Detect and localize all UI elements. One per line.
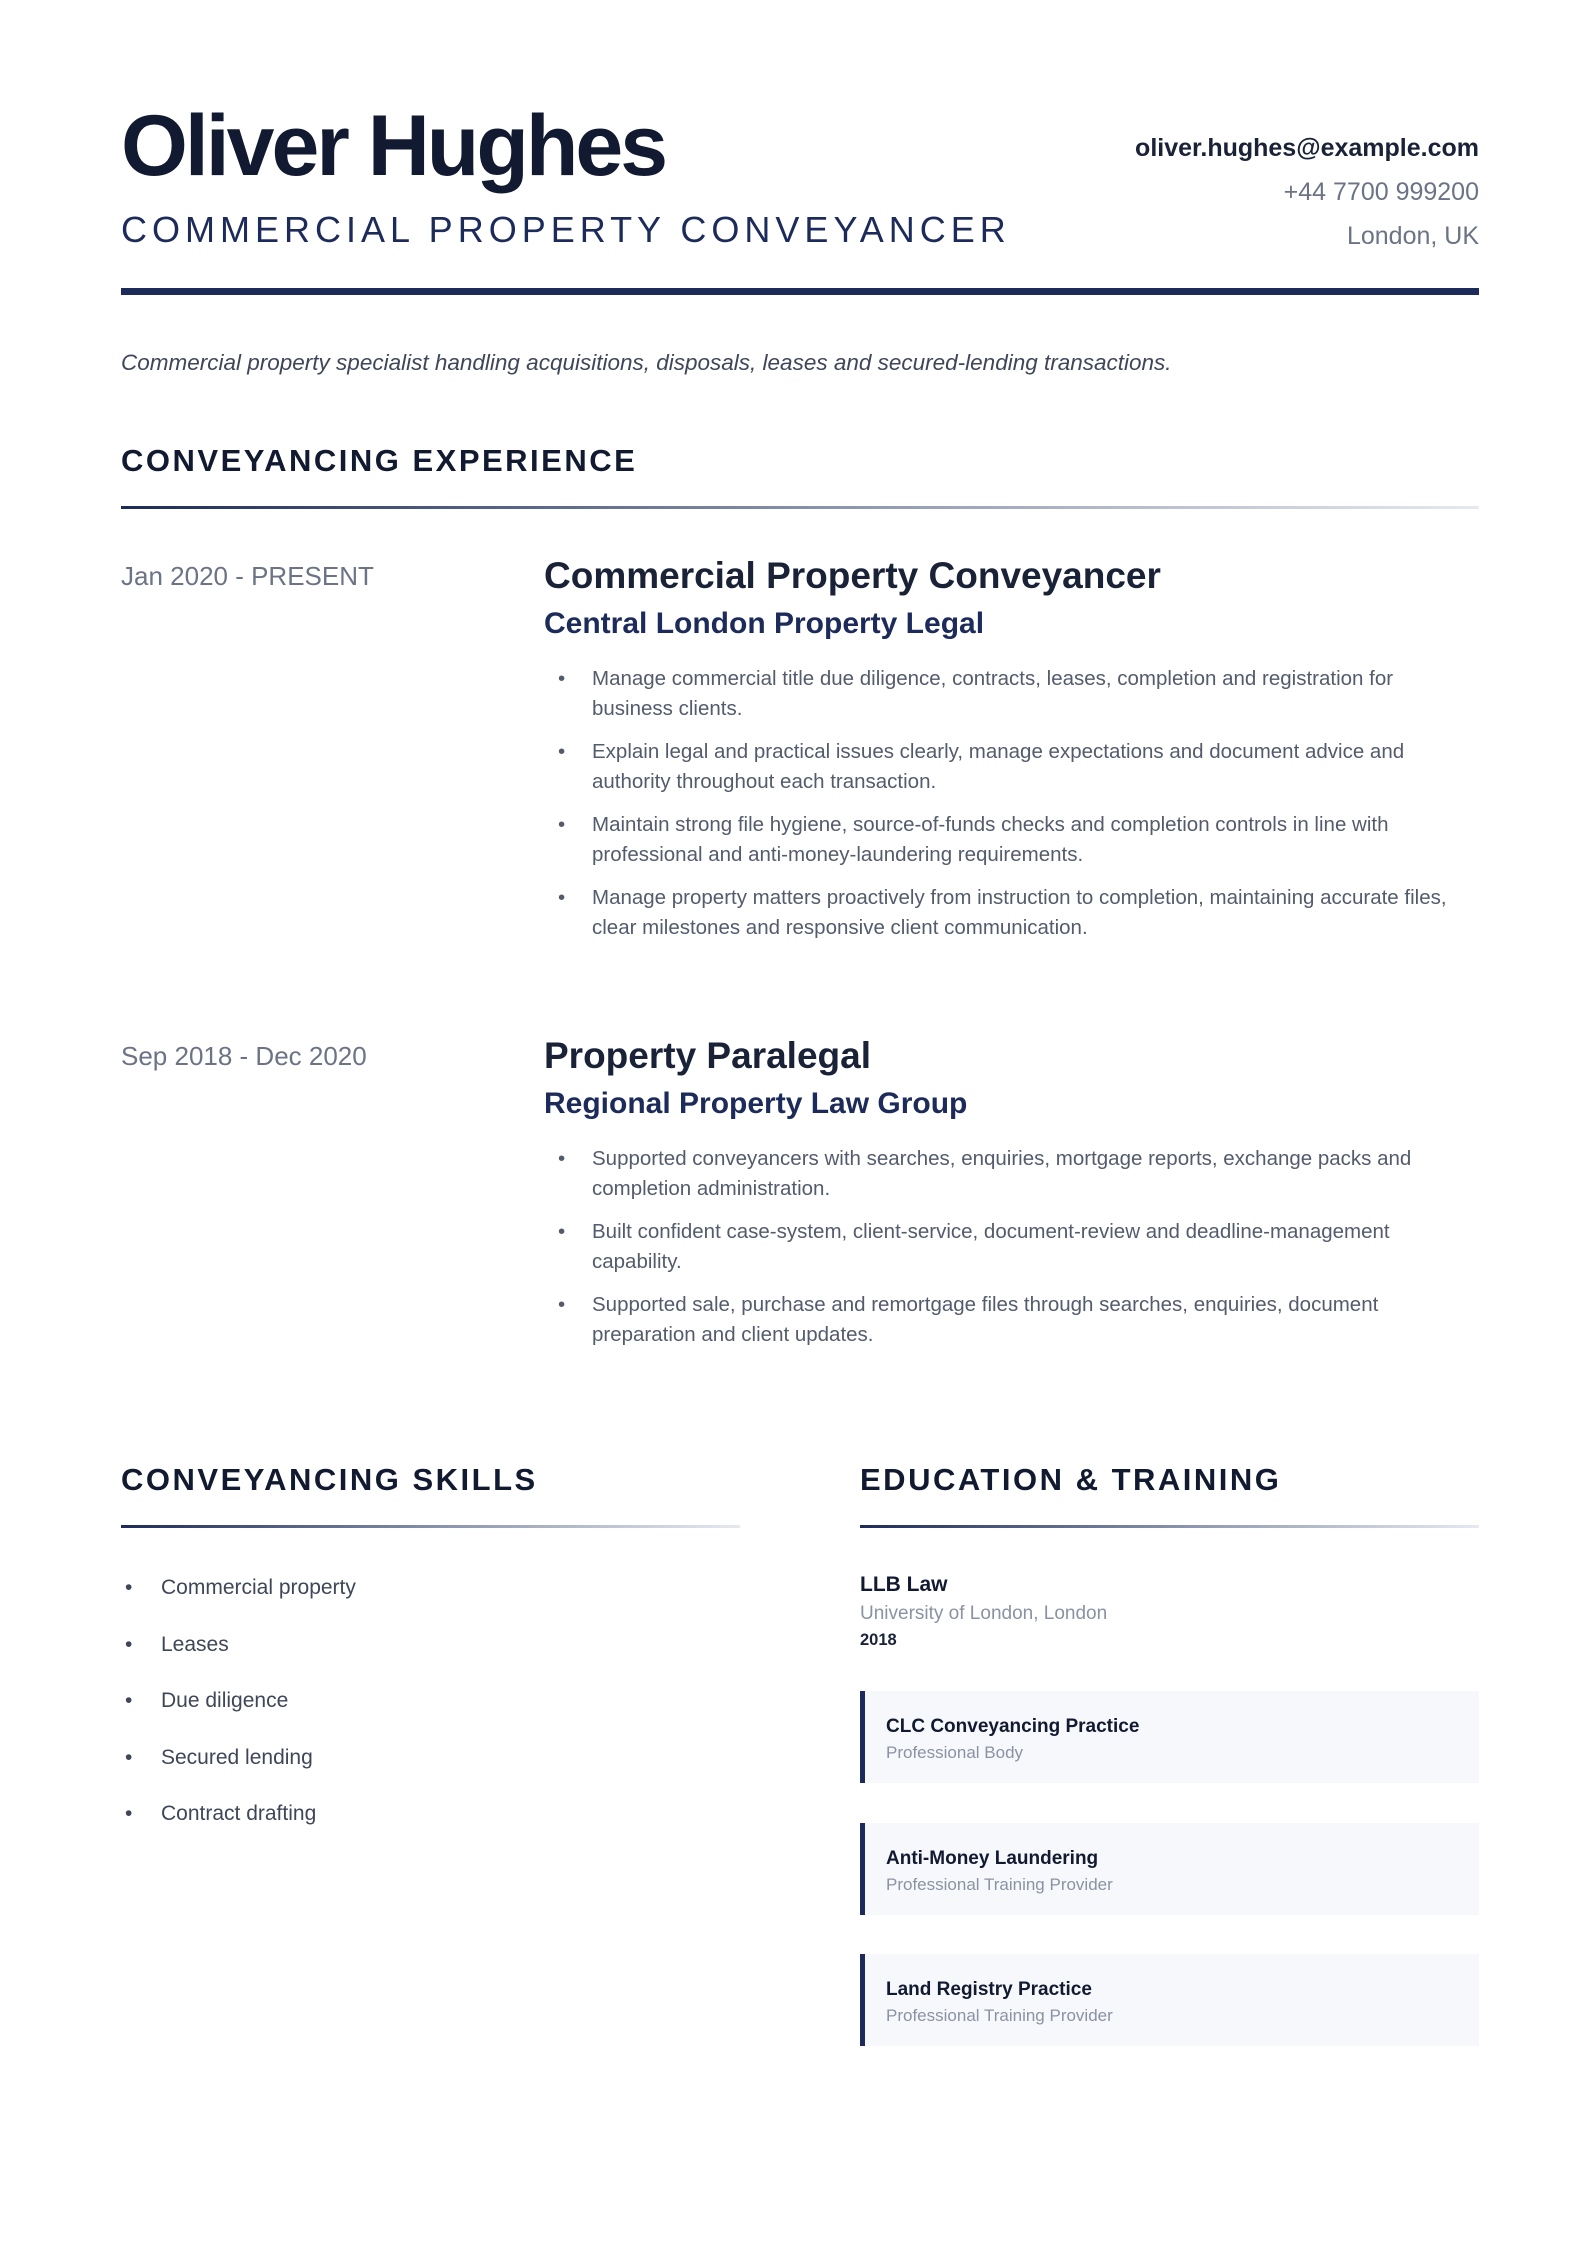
job-title: Commercial Property Conveyancer bbox=[544, 555, 1161, 596]
certification-card bbox=[860, 1823, 1479, 1915]
job-bullet: • Manage commercial title due diligence, contracts, leases, completion and registration for business clients. bbox=[544, 664, 1479, 724]
skills-divider bbox=[121, 1525, 740, 1528]
header-divider bbox=[121, 288, 1479, 295]
candidate-name: Oliver Hughes bbox=[121, 98, 666, 194]
degree-institution: University of London, London bbox=[860, 1603, 1108, 1624]
contact-phone: +44 7700 999200 bbox=[1283, 178, 1479, 206]
experience-heading: CONVEYANCING EXPERIENCE bbox=[121, 443, 638, 478]
certification-name: Land Registry Practice bbox=[886, 1979, 1092, 2000]
contact-email[interactable]: oliver.hughes@example.com bbox=[1135, 134, 1479, 162]
certification-card bbox=[860, 1954, 1479, 2046]
skill-item: • Secured lending bbox=[121, 1738, 356, 1795]
job-bullet: • Explain legal and practical issues clearly, manage expectations and document advice and authority throughout each transaction. bbox=[544, 737, 1479, 797]
resume-page bbox=[121, 0, 1479, 2246]
education-heading: EDUCATION & TRAINING bbox=[860, 1462, 1282, 1497]
certification-issuer: Professional Body bbox=[886, 1743, 1024, 1762]
job-bullet: • Maintain strong file hygiene, source-of-funds checks and completion controls in line with professional and anti-money-laundering requirements. bbox=[544, 810, 1479, 870]
education-divider bbox=[860, 1525, 1479, 1528]
certification-issuer: Professional Training Provider bbox=[886, 1875, 1113, 1894]
profile-summary: Commercial property specialist handling acquisitions, disposals, leases and secured-lending transactions. bbox=[121, 350, 1172, 375]
job-bullet: • Built confident case-system, client-service, document-review and deadline-management capability. bbox=[544, 1217, 1479, 1277]
certification-name: Anti-Money Laundering bbox=[886, 1848, 1099, 1869]
degree-year: 2018 bbox=[860, 1631, 897, 1649]
certification-issuer: Professional Training Provider bbox=[886, 2006, 1113, 2025]
degree-entry bbox=[860, 1569, 1479, 1653]
skill-item: • Due diligence bbox=[121, 1681, 356, 1738]
skill-item: • Commercial property bbox=[121, 1568, 356, 1625]
resume-header bbox=[121, 96, 1479, 296]
skills-list bbox=[121, 1568, 356, 1851]
certification-card bbox=[860, 1691, 1479, 1783]
job-bullets bbox=[544, 664, 1479, 956]
job-date: Sep 2018 - Dec 2020 bbox=[121, 1041, 367, 1071]
job-bullet: • Manage property matters proactively from instruction to completion, maintaining accurate files, clear milestones and responsive client communication. bbox=[544, 883, 1479, 943]
skill-item: • Leases bbox=[121, 1625, 356, 1682]
certification-name: CLC Conveyancing Practice bbox=[886, 1716, 1140, 1737]
skill-item: • Contract drafting bbox=[121, 1794, 356, 1851]
contact-block bbox=[1135, 126, 1479, 258]
job-bullets bbox=[544, 1144, 1479, 1363]
job-employer: Regional Property Law Group bbox=[544, 1087, 968, 1120]
job-bullet: • Supported sale, purchase and remortgage files through searches, enquiries, document preparation and client updates. bbox=[544, 1290, 1479, 1350]
degree-name: LLB Law bbox=[860, 1573, 948, 1596]
job-date: Jan 2020 - PRESENT bbox=[121, 561, 374, 591]
job-title: Property Paralegal bbox=[544, 1035, 871, 1076]
experience-divider bbox=[121, 506, 1479, 509]
contact-location: London, UK bbox=[1346, 222, 1479, 250]
candidate-role: COMMERCIAL PROPERTY CONVEYANCER bbox=[121, 209, 1011, 250]
job-employer: Central London Property Legal bbox=[544, 607, 985, 640]
job-bullet: • Supported conveyancers with searches, enquiries, mortgage reports, exchange packs and completion administration. bbox=[544, 1144, 1479, 1204]
skills-heading: CONVEYANCING SKILLS bbox=[121, 1462, 538, 1497]
